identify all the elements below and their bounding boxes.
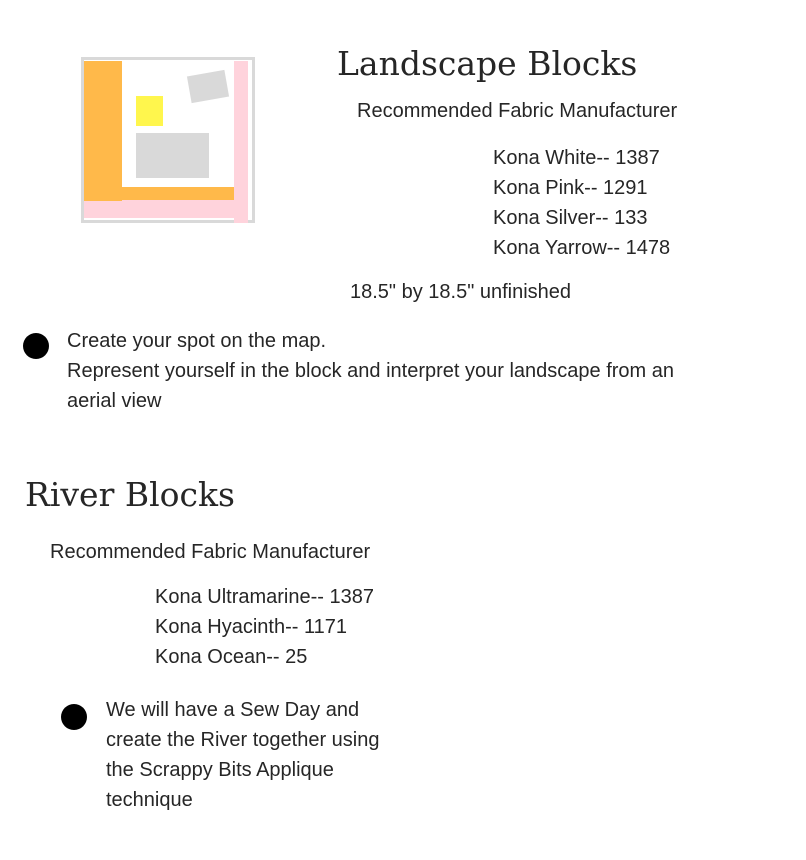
fabric-item: Kona Yarrow-- 1478 [493, 237, 671, 259]
river-subtitle: Recommended Fabric Manufacturer [50, 541, 371, 563]
bullet-line: Represent yourself in the block and interpret your landscape from an [67, 360, 675, 382]
pink-strip-bottom [84, 199, 248, 218]
orange-strip-bottom [86, 187, 234, 200]
gray-rectangle [136, 133, 209, 178]
bullet-icon [23, 333, 49, 359]
fabric-item: Kona Silver-- 133 [493, 207, 648, 229]
fabric-item: Kona Hyacinth-- 1171 [155, 616, 347, 638]
orange-strip-left [84, 61, 122, 201]
yellow-square [136, 96, 163, 126]
fabric-item: Kona Ocean-- 25 [155, 646, 308, 668]
landscape-bullet-text [67, 326, 674, 416]
landscape-title: Landscape Blocks [337, 44, 638, 83]
landscape-size: 18.5" by 18.5" unfinished [350, 281, 572, 303]
river-bullet-text [106, 695, 380, 815]
quilt-block-illustration [81, 57, 255, 223]
bullet-line: create the River together using [106, 729, 380, 751]
landscape-subtitle: Recommended Fabric Manufacturer [357, 100, 678, 122]
landscape-fabric-list [493, 143, 670, 263]
fabric-item: Kona Pink-- 1291 [493, 177, 648, 199]
bullet-line: technique [106, 789, 193, 811]
river-title: River Blocks [25, 475, 235, 514]
river-fabric-list [155, 582, 374, 672]
fabric-item: Kona Ultramarine-- 1387 [155, 586, 374, 608]
bullet-line: We will have a Sew Day and [106, 699, 360, 721]
bullet-line: the Scrappy Bits Applique [106, 759, 334, 781]
bullet-line: aerial view [67, 390, 162, 412]
fabric-item: Kona White-- 1387 [493, 147, 660, 169]
bullet-icon [61, 704, 87, 730]
bullet-line: Create your spot on the map. [67, 330, 327, 352]
